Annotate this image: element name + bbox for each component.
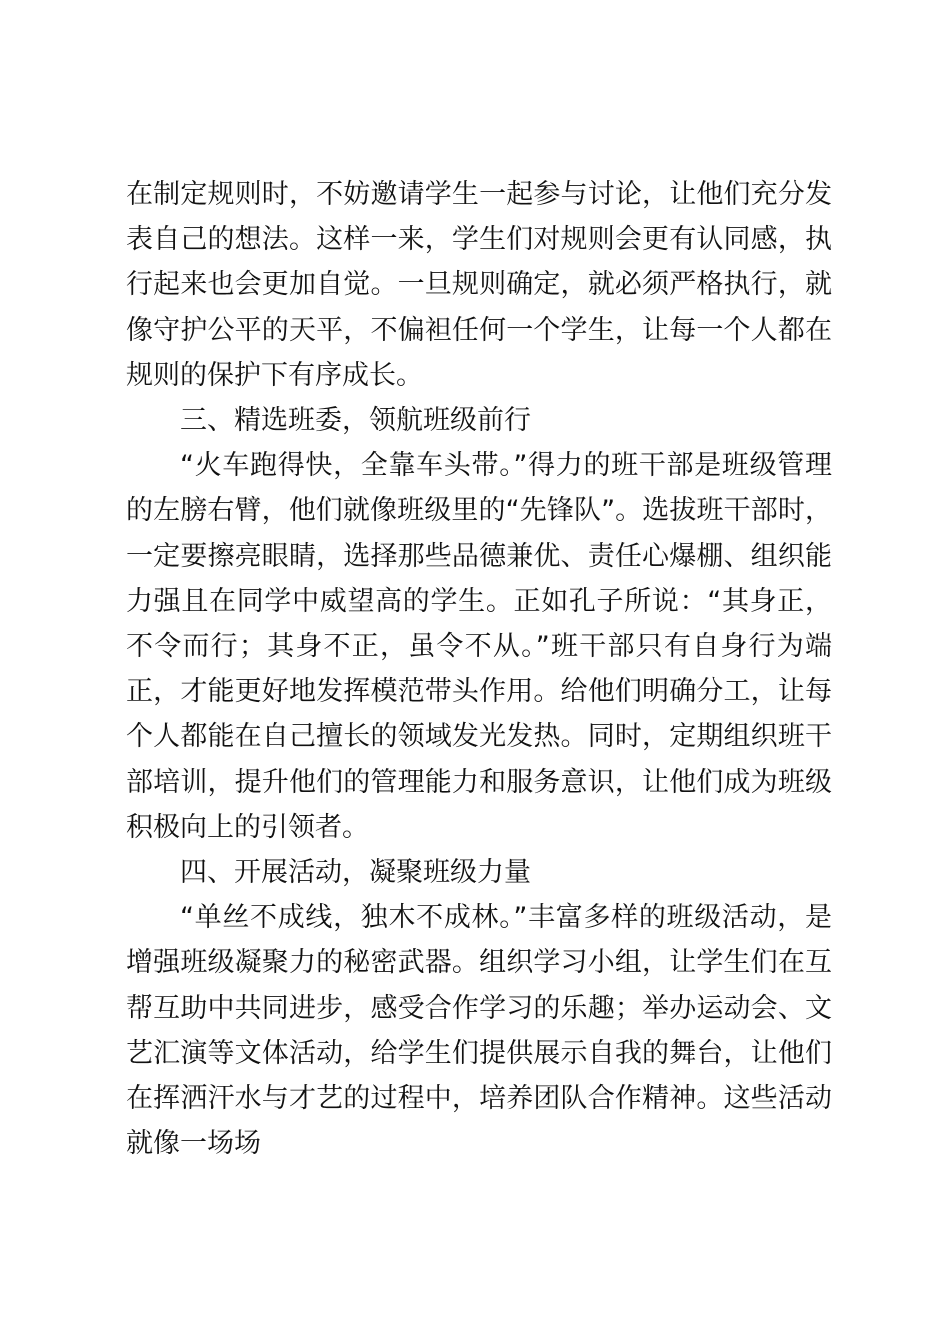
section-heading-three: 三、精选班委，领航班级前行 (180, 405, 531, 437)
section-heading-four: 四、开展活动，凝聚班级力量 (180, 857, 531, 889)
paragraph-class-activities: “单丝不成线，独木不成林。”丰富多样的班级活动，是增强班级凝聚力的秘密武器。组织学习小组，让学生们在互帮互助中共同进步，感受合作学习的乐趣；举办运动会、文艺汇演等文体活动，给学生们提供展示自我的舞台，让他们在挥洒汗水与才艺的过程中，培养团队合作精神。这些活动就像一场场 (126, 902, 832, 1160)
paragraph-class-committee: “火车跑得快，全靠车头带。”得力的班干部是班级管理的左膀右臂，他们就像班级里的“先锋队”。选拔班干部时，一定要擦亮眼睛，选择那些品德兼优、责任心爆棚、组织能力强且在同学中威望高的学生。正如孔子所说：“其身正，不令而行；其身不正，虽令不从。”班干部只有自身行为端正，才能更好地发挥模范带头作用。给他们明确分工，让每个人都能在自己擅长的领域发光发热。同时，定期组织班干部培训，提升他们的管理能力和服务意识，让他们成为班级积极向上的引领者。 (126, 450, 832, 843)
paragraph-rules-continuation: 在制定规则时，不妨邀请学生一起参与讨论，让他们充分发表自己的想法。这样一来，学生们对规则会更有认同感，执行起来也会更加自觉。一旦规则确定，就必须严格执行，就像守护公平的天平，不偏袒任何一个学生，让每一个人都在规则的保护下有序成长。 (126, 179, 832, 391)
document-body (126, 172, 832, 1166)
